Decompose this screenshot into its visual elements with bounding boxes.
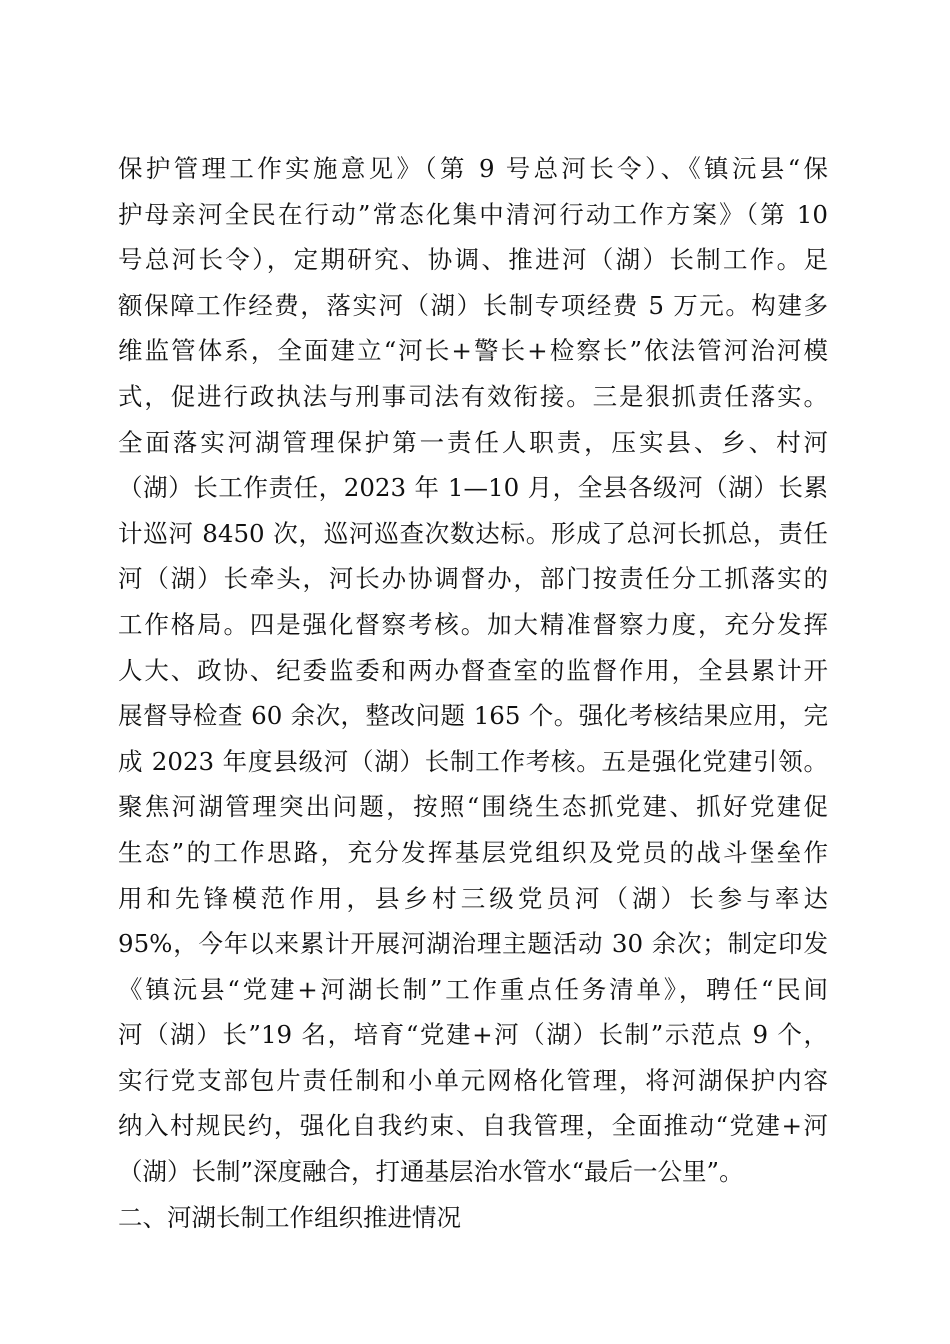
text-line: 成 2023 年度县级河（湖）长制工作考核。五是强化党建引领。 (118, 746, 828, 776)
text-line: 河（湖）长”19 名，培育“党建+河（湖）长制”示范点 9 个， (118, 1020, 828, 1050)
text-line: 式，促进行政执法与刑事司法有效衔接。三是狠抓责任落实。 (118, 381, 828, 411)
text-line: 生态”的工作思路，充分发挥基层党组织及党员的战斗堡垒作 (118, 837, 828, 867)
text-line: 95%，今年以来累计开展河湖治理主题活动 30 余次；制定印发 (118, 929, 828, 959)
text-line: （湖）长工作责任，2023 年 1—10 月，全县各级河（湖）长累 (118, 473, 828, 503)
text-line: 人大、政协、纪委监委和两办督查室的监督作用，全县累计开 (118, 655, 828, 685)
section-heading: 二、河湖长制工作组织推进情况 (118, 1202, 461, 1232)
text-line: 《镇沅县“党建+河湖长制”工作重点任务清单》，聘任“民间 (118, 974, 828, 1004)
text-line: 计巡河 8450 次，巡河巡查次数达标。形成了总河长抓总，责任 (118, 518, 828, 548)
text-line: 河（湖）长牵头，河长办协调督办，部门按责任分工抓落实的 (118, 564, 828, 594)
text-line: 号总河长令），定期研究、协调、推进河（湖）长制工作。足 (118, 245, 828, 275)
text-line: 保护管理工作实施意见》（第 9 号总河长令）、《镇沅县“保 (118, 154, 828, 183)
text-line: （湖）长制”深度融合，打通基层治水管水“最后一公里”。 (118, 1157, 744, 1187)
text-line: 护母亲河全民在行动”常态化集中清河行动工作方案》（第 10 (118, 199, 828, 229)
text-line: 纳入村规民约，强化自我约束、自我管理，全面推动“党建+河 (118, 1111, 828, 1141)
text-line: 实行党支部包片责任制和小单元网格化管理，将河湖保护内容 (118, 1065, 828, 1095)
text-line: 维监管体系，全面建立“河长+警长+检察长”依法管河治河模 (118, 336, 828, 366)
body-paragraph (118, 146, 828, 1240)
text-line: 用和先锋模范作用，县乡村三级党员河（湖）长参与率达 (118, 883, 828, 913)
text-line: 展督导检查 60 余次，整改问题 165 个。强化考核结果应用，完 (118, 701, 828, 731)
text-line: 聚焦河湖管理突出问题，按照“围绕生态抓党建、抓好党建促 (118, 792, 828, 822)
text-line: 额保障工作经费，落实河（湖）长制专项经费 5 万元。构建多 (118, 290, 828, 320)
text-line: 全面落实河湖管理保护第一责任人职责，压实县、乡、村河 (118, 427, 828, 457)
text-line: 工作格局。四是强化督察考核。加大精准督察力度，充分发挥 (118, 609, 828, 639)
